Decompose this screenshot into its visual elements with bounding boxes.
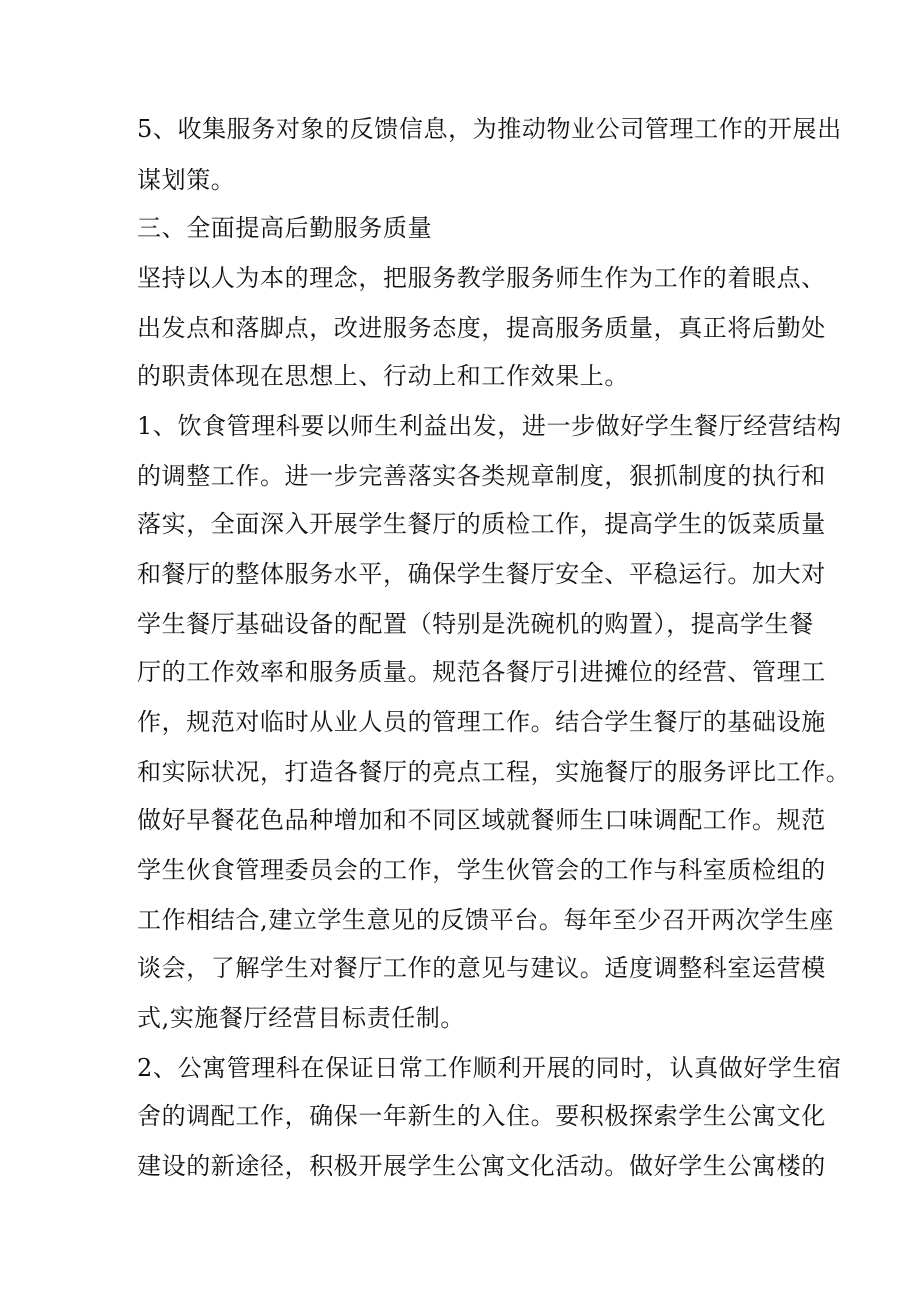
text-line: 厅的工作效率和服务质量。规范各餐厅引进摊位的经营、管理工 xyxy=(137,658,826,686)
text-line: 落实，全面深入开展学生餐厅的质检工作，提高学生的饭菜质量 xyxy=(137,510,826,538)
text-line: 的职责体现在思想上、行动上和工作效果上。 xyxy=(137,362,629,390)
text-line: 坚持以人为本的理念，把服务教学服务师生作为工作的着眼点、 xyxy=(137,264,826,292)
text-line: 建设的新途径，积极开展学生公寓文化活动。做好学生公寓楼的 xyxy=(137,1152,826,1180)
text-line: 学生伙食管理委员会的工作，学生伙管会的工作与科室质检组的 xyxy=(137,856,826,884)
text-line: 学生餐厅基础设备的配置（特别是洗碗机的购置），提高学生餐 xyxy=(137,610,814,638)
text-line: 1、饮食管理科要以师生利益出发，进一步做好学生餐厅经营结构 xyxy=(137,412,842,440)
text-line: 5、收集服务对象的反馈信息，为推动物业公司管理工作的开展出 xyxy=(137,115,842,143)
text-line: 舍的调配工作，确保一年新生的入住。要积极探索学生公寓文化 xyxy=(137,1102,826,1130)
text-line: 2、公寓管理科在保证日常工作顺利开展的同时，认真做好学生宿 xyxy=(137,1054,842,1082)
text-line: 和实际状况，打造各餐厅的亮点工程，实施餐厅的服务评比工作。 xyxy=(137,758,851,786)
section-heading: 三、全面提高后勤服务质量 xyxy=(137,214,433,242)
text-line: 谈会，了解学生对餐厅工作的意见与建议。适度调整科室运营模 xyxy=(137,954,826,982)
text-line: 做好早餐花色品种增加和不同区域就餐师生口味调配工作。规范 xyxy=(137,806,826,834)
text-line: 和餐厅的整体服务水平，确保学生餐厅安全、平稳运行。加大对 xyxy=(137,560,826,588)
text-line: 谋划策。 xyxy=(137,166,236,194)
text-line: 式,实施餐厅经营目标责任制。 xyxy=(137,1004,466,1032)
text-line: 工作相结合,建立学生意见的反馈平台。每年至少召开两次学生座 xyxy=(137,906,835,934)
text-line: 出发点和落脚点，改进服务态度，提高服务质量，真正将后勤处 xyxy=(137,314,826,342)
text-line: 的调整工作。进一步完善落实各类规章制度，狠抓制度的执行和 xyxy=(137,462,826,490)
text-line: 作，规范对临时从业人员的管理工作。结合学生餐厅的基础设施 xyxy=(137,708,826,736)
